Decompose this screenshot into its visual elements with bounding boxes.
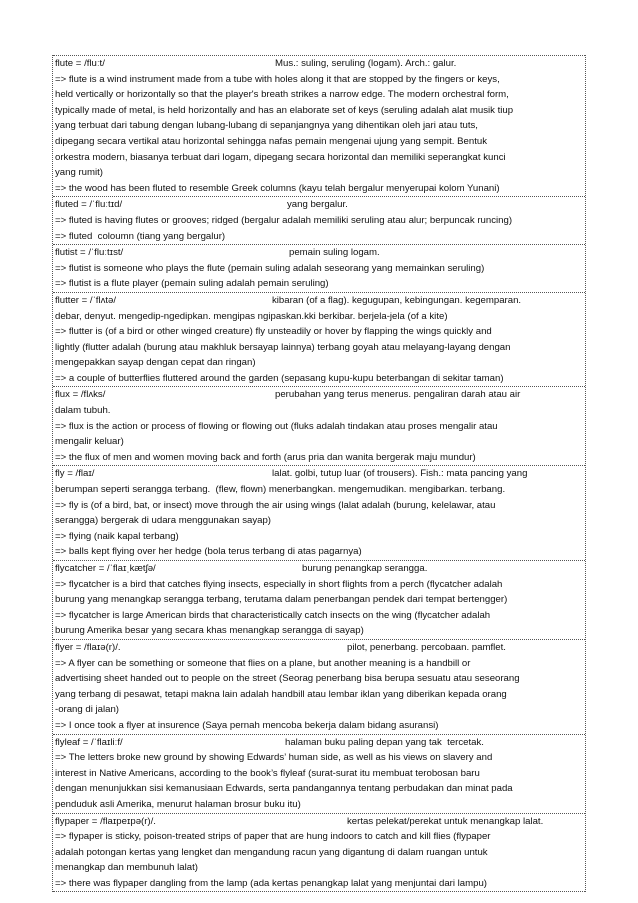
entry-text-line: => flute is a wind instrument made from a tube with holes along it that are stopped by the fingers or keys, [55,73,500,85]
dictionary-entry [53,813,585,893]
entry-text-line: => flux is the action or process of flowing or flowing out (fluks adalah tindakan atau proses mengalir atau [55,420,498,432]
entry-text-line: serangga) bergerak di udara menggunakan sayap) [55,515,271,527]
entry-headline [55,197,583,213]
entry-text-line: => flutter is (of a bird or other winged creature) fly unsteadily or hover by flapping the wings quickly and [55,326,492,338]
entry-word: flycatcher = /ˈflaɪˌkætʃə/ [55,563,156,574]
entry-text-line: => fly is (of a bird, bat, or insect) move through the air using wings (lalat adalah (burung, kelelawar, atau [55,499,496,511]
dictionary-entry [53,196,585,244]
entry-definition: burung penangkap serangga. [302,563,428,574]
entry-text-line: dipegang secara vertikal atau horizontal sehingga nafas pemain mengenai ujung yang sempit. Bentuk [55,135,487,147]
entry-headline [55,814,583,830]
entry-headline [55,640,583,656]
dictionary-entry [53,55,585,196]
entry-text-line: dalam tubuh. [55,405,111,417]
entry-headline [55,56,583,72]
entry-text-line: => A flyer can be something or someone that flies on a plane, but another meaning is a handbill or [55,657,471,669]
entry-headline [55,735,583,751]
entry-text-line: burung Amerika besar yang secara khas menangkap serangga di sayap) [55,625,364,637]
dictionary-entry [53,292,585,387]
entry-text-line: => a couple of butterflies fluttered around the garden (sepasang kupu-kupu beterbangan di sekitar taman) [55,372,504,384]
entry-text-line: mengepakkan sayap dengan cepat dan ringan) [55,357,256,369]
entry-text-line: => balls kept flying over her hedge (bola terus terbang di atas pagarnya) [55,546,362,558]
entry-text-line: mengalir keluar) [55,436,124,448]
entry-headline [55,466,583,482]
entry-word: flyleaf = /ˈflaɪliːf/ [55,736,123,748]
entry-text-line: => flycatcher is a bird that catches flying insects, especially in short flights from a perch (flycatcher adalah [55,578,503,590]
entry-word: fly = /flaɪ/ [55,468,95,480]
entry-text-line: yang rumit) [55,167,103,179]
entry-text-line: => flycatcher is large American birds that characteristically catch insects on the wing (flycatcher adalah [55,609,491,621]
entry-definition: Mus.: suling, seruling (logam). Arch.: galur. [275,58,457,69]
dictionary-entry [53,386,585,465]
entry-text-line: => I once took a flyer at insurence (Saya pernah mencoba bekerja dalam bidang asuransi) [55,719,439,731]
entry-headline [55,387,583,403]
entry-definition: pilot, penerbang. percobaan. pamflet. [347,641,506,653]
entry-text-line: interest in Native Americans, according to the book’s flyleaf (surat-surat itu membuat terobosan baru [55,767,480,779]
entry-text-line: yang terbang di pesawat, tetapi makna lain adalah handbill atau lembar iklan yang diberikan kepada orang [55,688,507,700]
entry-text-line: dengan menunjukkan sisi kemanusiaan Edwards, serta pandangannya tentang perbudakan dan minat pada [55,783,513,795]
dictionary-entry [53,465,585,560]
entry-text-line: orkestra modern, biasanya terbuat dari logam, dipegang secara horizontal dan memiliki seperangkat kunci [55,151,506,163]
dictionary-entry [53,734,585,813]
entry-headline [55,245,583,261]
entry-word: flutter = /ˈflʌtə/ [55,294,117,306]
entry-text-line: => fluted is having flutes or grooves; ridged (bergalur adalah memiliki seruling atau alur; berpuncak runcing) [55,214,513,226]
entry-text-line: penduduk asli Amerika, menurut halaman brosur buku itu) [55,798,301,810]
entry-text-line: debar, denyut. mengedip-ngedipkan. mengipas ngipaskan.kki berkibar. berjela-jela (of a kite) [55,310,448,322]
dictionary-entry [53,639,585,734]
entry-definition: lalat. golbi, tutup luar (of trousers). Fish.: mata pancing yang [272,468,528,480]
entry-text-line: => fluted coloumn (tiang yang bergalur) [55,230,226,242]
entry-word: flute = /fluːt/ [55,58,105,69]
dictionary-entry [53,560,585,639]
dictionary-table [52,55,586,892]
entry-text-line: berumpan seperti serangga terbang. (flew, flown) menerbangkan. mengemudikan. mengibarkan. terbang. [55,484,506,496]
entry-text-line: typically made of metal, is held horizontally and has an elaborate set of keys (seruling adalah alat musik tiup [55,104,514,116]
dictionary-entry [53,244,585,292]
entry-definition: kibaran (of a flag). kegugupan, kebingungan. kegemparan. [272,294,522,306]
entry-text-line: => there was flypaper dangling from the lamp (ada kertas penangkap lalat yang menjuntai dari lampu) [55,877,487,889]
entry-text-line: menangkap dan membunuh lalat) [55,862,198,874]
entry-text-line: => The letters broke new ground by showing Edwards’ human side, as well as his views on slavery and [55,752,493,764]
entry-word: fluted = /ˈfluːtɪd/ [55,199,123,211]
entry-definition: yang bergalur. [287,199,348,211]
entry-definition: halaman buku paling depan yang tak tercetak. [285,736,484,748]
entry-text-line: => the wood has been fluted to resemble Greek columns (kayu telah bergalur menyerupai kolom Yunani) [55,182,500,194]
entry-word: flutist = /ˈfluːtɪst/ [55,247,124,259]
entry-definition: kertas pelekat/perekat untuk menangkap lalat. [347,815,544,827]
entry-word: flux = /flʌks/ [55,389,106,401]
entry-text-line: => the flux of men and women moving back and forth (arus pria dan wanita bergerak maju mundur) [55,451,476,463]
entry-headline [55,561,583,577]
entry-definition: perubahan yang terus menerus. pengaliran darah atau air [275,389,521,401]
entry-text-line: held vertically or horizontally so that the player's breath strikes a narrow edge. The modern orchestral form, [55,89,509,101]
entry-text-line: -orang di jalan) [55,704,119,716]
entry-text-line: => flypaper is sticky, poison-treated strips of paper that are hung indoors to catch and kill flies (flypaper [55,831,491,843]
entry-word: flyer = /flaɪə(r)/. [55,641,121,653]
entry-text-line: adalah potongan kertas yang lengket dan mengandung racun yang digantung di dalam ruangan untuk [55,846,488,858]
entry-text-line: => flutist is someone who plays the flute (pemain suling adalah seseorang yang memainkan seruling) [55,262,485,274]
entry-text-line: lightly (flutter adalah (burung atau makhluk bersayap lainnya) terbang goyah atau melayang-layang dengan [55,341,511,353]
entry-headline [55,293,583,309]
entry-text-line: advertising sheet handed out to people on the street (Seorag penerbang bisa berupa sesuatu atau seseorang [55,673,520,685]
entry-text-line: => flying (naik kapal terbang) [55,530,179,542]
entry-word: flypaper = /flaɪpeɪpə(r)/. [55,815,156,827]
entry-text-line: yang terbuat dari tabung dengan lubang-lubang di sepanjangnya yang dihentikan oleh jari atau tuts, [55,120,478,132]
entry-text-line: burung yang menangkap serangga terbang, terutama dalam penerbangan pendek dari tempat bertengger) [55,594,508,606]
entry-definition: pemain suling logam. [289,247,380,259]
entry-text-line: => flutist is a flute player (pemain suling adalah pemain seruling) [55,278,329,290]
